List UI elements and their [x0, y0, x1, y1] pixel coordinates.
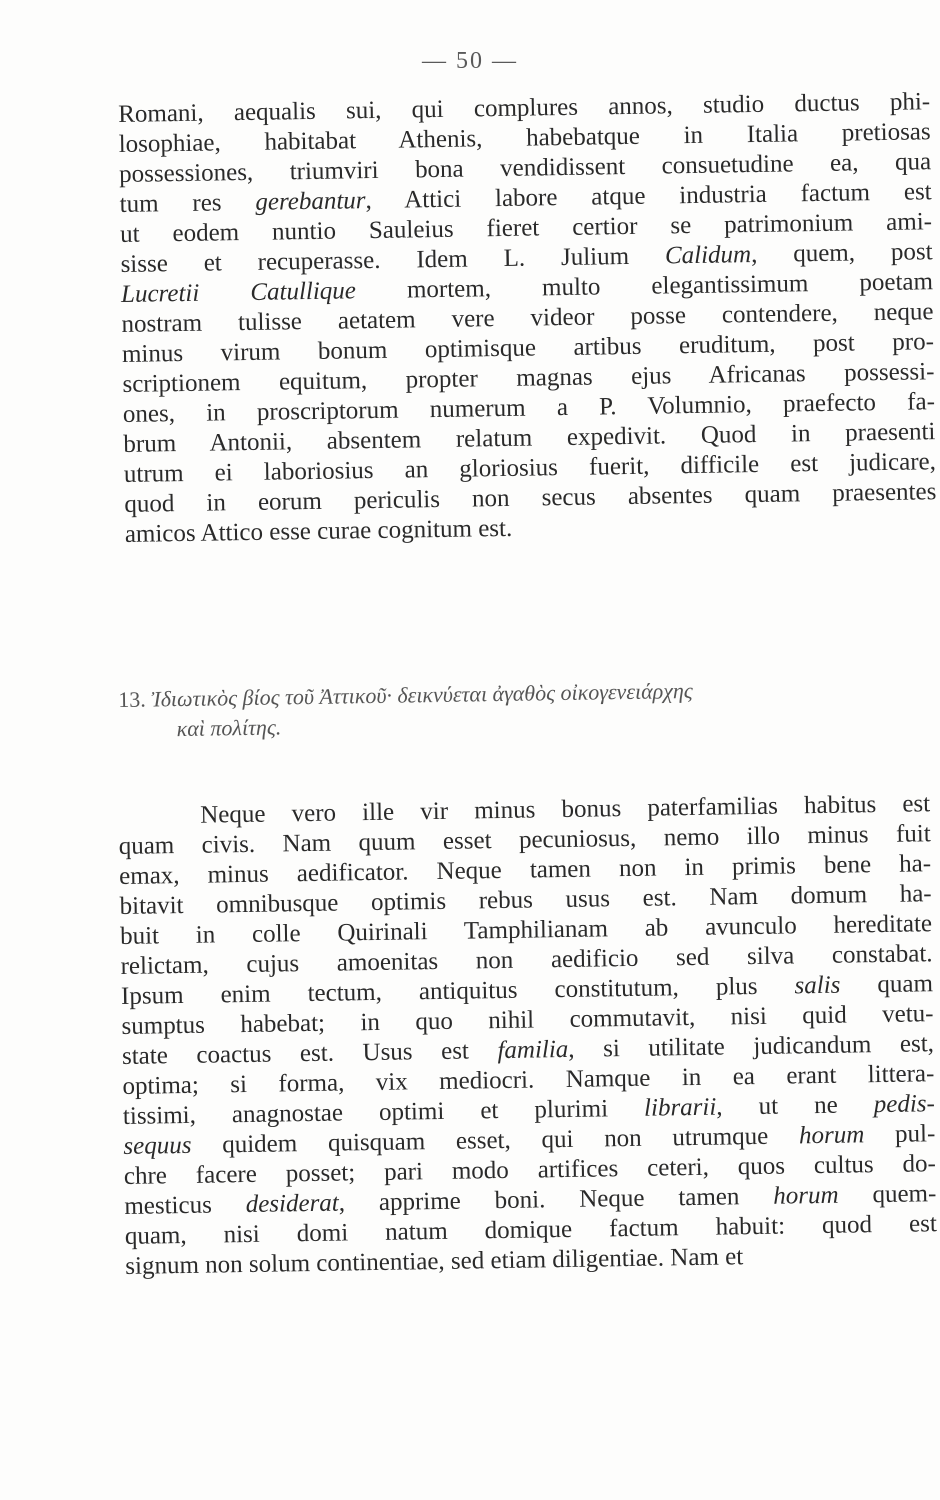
text-line: nostram tulisse aetatem vere videor posse contendere, neque [121, 298, 934, 338]
text-line: state coactus est. Usus est familia, si utilitate judicandum est, [121, 1030, 935, 1070]
text-line: amicos Attico esse curae cognitum est. [124, 514, 513, 548]
text-line: losophiae, habitabat Athenis, habebatque in Italia pretiosas [118, 118, 931, 158]
text-line: sequus quidem quisquam esset, qui non utrumque horum pul- [123, 1120, 936, 1160]
heading-line-2: καὶ πολίτης. [176, 714, 282, 742]
text-line: Neque vero ille vir minus bonus paterfamilias habitus est [200, 790, 931, 829]
text-line: quod in eorum periculis non secus absentes quam praesentes [124, 478, 937, 518]
section-heading [118, 672, 931, 745]
text-line: ut eodem nuntio Sauleius fieret certior se patrimonium ami- [119, 208, 933, 248]
text-line: minus virum bonum optimisque artibus eruditum, post pro- [121, 328, 935, 368]
text-line: utrum ei laboriosius an gloriosius fuerit, difficile est judicare, [123, 448, 937, 488]
paragraph-1 [118, 87, 937, 550]
text-line: tissimi, anagnostae optimi et plurimi librarii, ut ne pedis- [122, 1090, 936, 1130]
text-line: scriptionem equitum, propter magnas ejus Africanas possessi- [122, 358, 935, 398]
heading-greek-title: Ἰδιωτικὸς βίος τοῦ Ἀττικοῦ· δεικνύεται ἀγαθὸς οἰκογενειάρχης [151, 677, 693, 712]
text-line: quam civis. Nam quum esset pecuniosus, nemo illo minus fuit [118, 820, 931, 860]
text-line: Ipsum enim tectum, antiquitus constitutum, plus salis quam [120, 970, 934, 1010]
text-line: possessiones, triumviri bona vendidissent consuetudine ea, qua [118, 148, 932, 188]
text-line: tum res gerebantur, Attici labore atque industria factum est [119, 178, 932, 218]
text-line: emax, minus aedificator. Neque tamen non in primis bene ha- [118, 850, 932, 890]
text-line: mesticus desiderat, apprime boni. Neque tamen horum quem- [124, 1180, 937, 1220]
text-line: signum non solum continentiae, sed etiam diligentiae. Nam et [125, 1243, 744, 1280]
text-line: sisse et recuperasse. Idem L. Julium Calidum, quem, post [120, 238, 933, 278]
text-line: relictam, cujus amoenitas non aedificio sed silva constabat. [120, 940, 933, 980]
text-line: brum Antonii, absentem relatum expedivit. Quod in praesenti [123, 418, 936, 458]
text-line: Lucretii Catullique mortem, multo elegantissimum poetam [120, 268, 934, 308]
text-line: optima; si forma, vix mediocri. Namque in ea erant littera- [122, 1060, 935, 1100]
text-line: bitavit omnibusque optimis rebus usus est. Nam domum ha- [119, 880, 932, 920]
text-line: quam, nisi domi natum domique factum habuit: quod est [124, 1210, 938, 1250]
text-line: ones, in proscriptorum numerum a P. Volumnio, praefecto fa- [122, 388, 936, 428]
section-number: 13. [118, 686, 146, 712]
text-line: chre facere posset; pari modo artifices ceteri, quos cultus do- [123, 1150, 937, 1190]
page-number: — 50 — [422, 48, 518, 74]
paragraph-2 [118, 789, 937, 1282]
text-line: buit in colle Quirinali Tamphilianam ab avunculo hereditate [119, 910, 933, 950]
text-line: sumptus habebat; in quo nihil commutavit, nisi quid vetu- [121, 1000, 934, 1040]
text-line: Romani, aequalis sui, qui complures annos, studio ductus phi- [118, 88, 931, 128]
